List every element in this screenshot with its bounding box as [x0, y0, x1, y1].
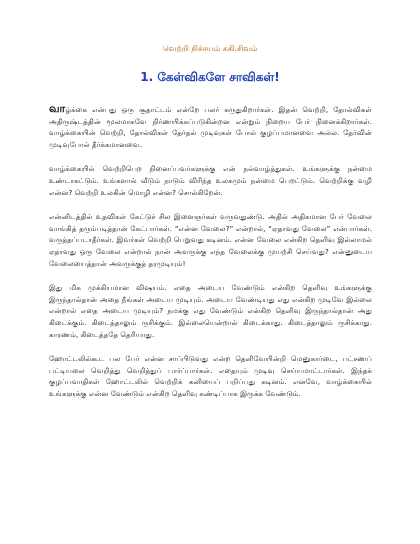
chapter-title: 1. கேள்விகளே சாவிகள்!	[140, 70, 280, 84]
paragraph-4: இது மிக முக்கியமான விஷயம். எதை அடைய வேண்டும் என்கிற தெளிவு உங்களுக்கு இருந்தால்தான் அதை நீங்கள் அடைய முடியும். அடைய வேண்டியது எது என்கிற முடிவே இல்லை என்றால் எதை அடைய முடியும்? நமக்கு எது வேண்டும் என்கிற தெளிவு இருந்தால்தான் அது கிடைக்கும். கிடைத்தாலும் ருசிக்கும். இல்லையென்றால் கிடைக்காது. கிடைத்தாலும் ருசிக்காது. காரணம், கிடைத்ததே தெரியாது.	[49, 283, 372, 339]
paragraph-2: வாழ்க்கையில் வெற்றிபெற நினைப்பவர்களுக்கு என் நல்வாழ்த்துகள். உங்களுக்கு நன்மை உண்டாகட்டும். உங்களால் வீடும் நாடும் விரிந்த உலகமும் நன்மை பெறட்டும். வெற்றிக்கு வழி என்ன? வெற்றி உலகின் மொழி என்ன? சொல்கிறேன்.	[49, 164, 372, 197]
drop-cap: வா	[49, 102, 66, 115]
paragraph-1	[49, 104, 372, 150]
running-header: வெற்றி நிச்சயம் சுகி.சிவம்	[162, 44, 258, 53]
paragraph-5: ஹோட்டலில்கூட பல பேர் என்ன சாப்பிடுவது என்ற தெளிவேயின்றி மெனுகார்டை, பட்சணப் பட்டியலை வெறித்து வெறித்துப் பார்ப்பார்கள். எதையும் முடிவு செய்யமாட்டார்கள். இந்தக் குழப்பவாதிகள் ஹோட்டலில் வெற்றிக் கனியைப் பறிப்பது கடினம். எனவே, வாழ்க்கையில் உங்களுக்கு என்ன வேண்டும் என்கிற தெளிவு கண்டிப்பாக இருக்க வேண்டும்.	[49, 354, 372, 398]
paragraph-3: என்னிடத்தில் உதவிகள் கேட்டுச் சில இளைஞர்கள் வருவதுண்டு. அதில் அதிகமான பேர் வேலை வாங்கித் தரும்படித்தான் கேட்பார்கள். “என்ன வேலை?” என்றால், “ஏதாவது வேலை” என்பார்கள். வருத்தப்படாதீர்கள். இவர்கள் வெற்றி பெறுவது கடினம். என்ன வேலை என்கிற தெளிவு இல்லாமல் ஏதாவது ஒரு வேலை என்றால் நான் அவருக்கு எந்த வேலைக்கு முயற்சி செய்வது? என்னுடைய வேலையைத்தான் அவருக்குத் தரமுடியும்!	[49, 212, 372, 268]
paragraph-1-text: ழ்க்கை என்பது ஒரு சூதாட்டம் என்றே பலர் கருதுகிறார்கள். இதன் வெற்றி, தோல்விகள் அதிருஷ்டத்தின் மூலமாகவே நிர்ணயிக்கப்படுகின்றன என்றும் நிறைய பேர் நினைக்கிறார்கள். வாழ்க்கையின் வெற்றி, தோல்விகள் தேர்தல் முடிவுகள் போல் குழப்பமானவை அல்ல. தேர்வின் முடிவுபோல் தீர்க்கமானவை.	[49, 105, 372, 149]
body-text	[49, 104, 372, 412]
